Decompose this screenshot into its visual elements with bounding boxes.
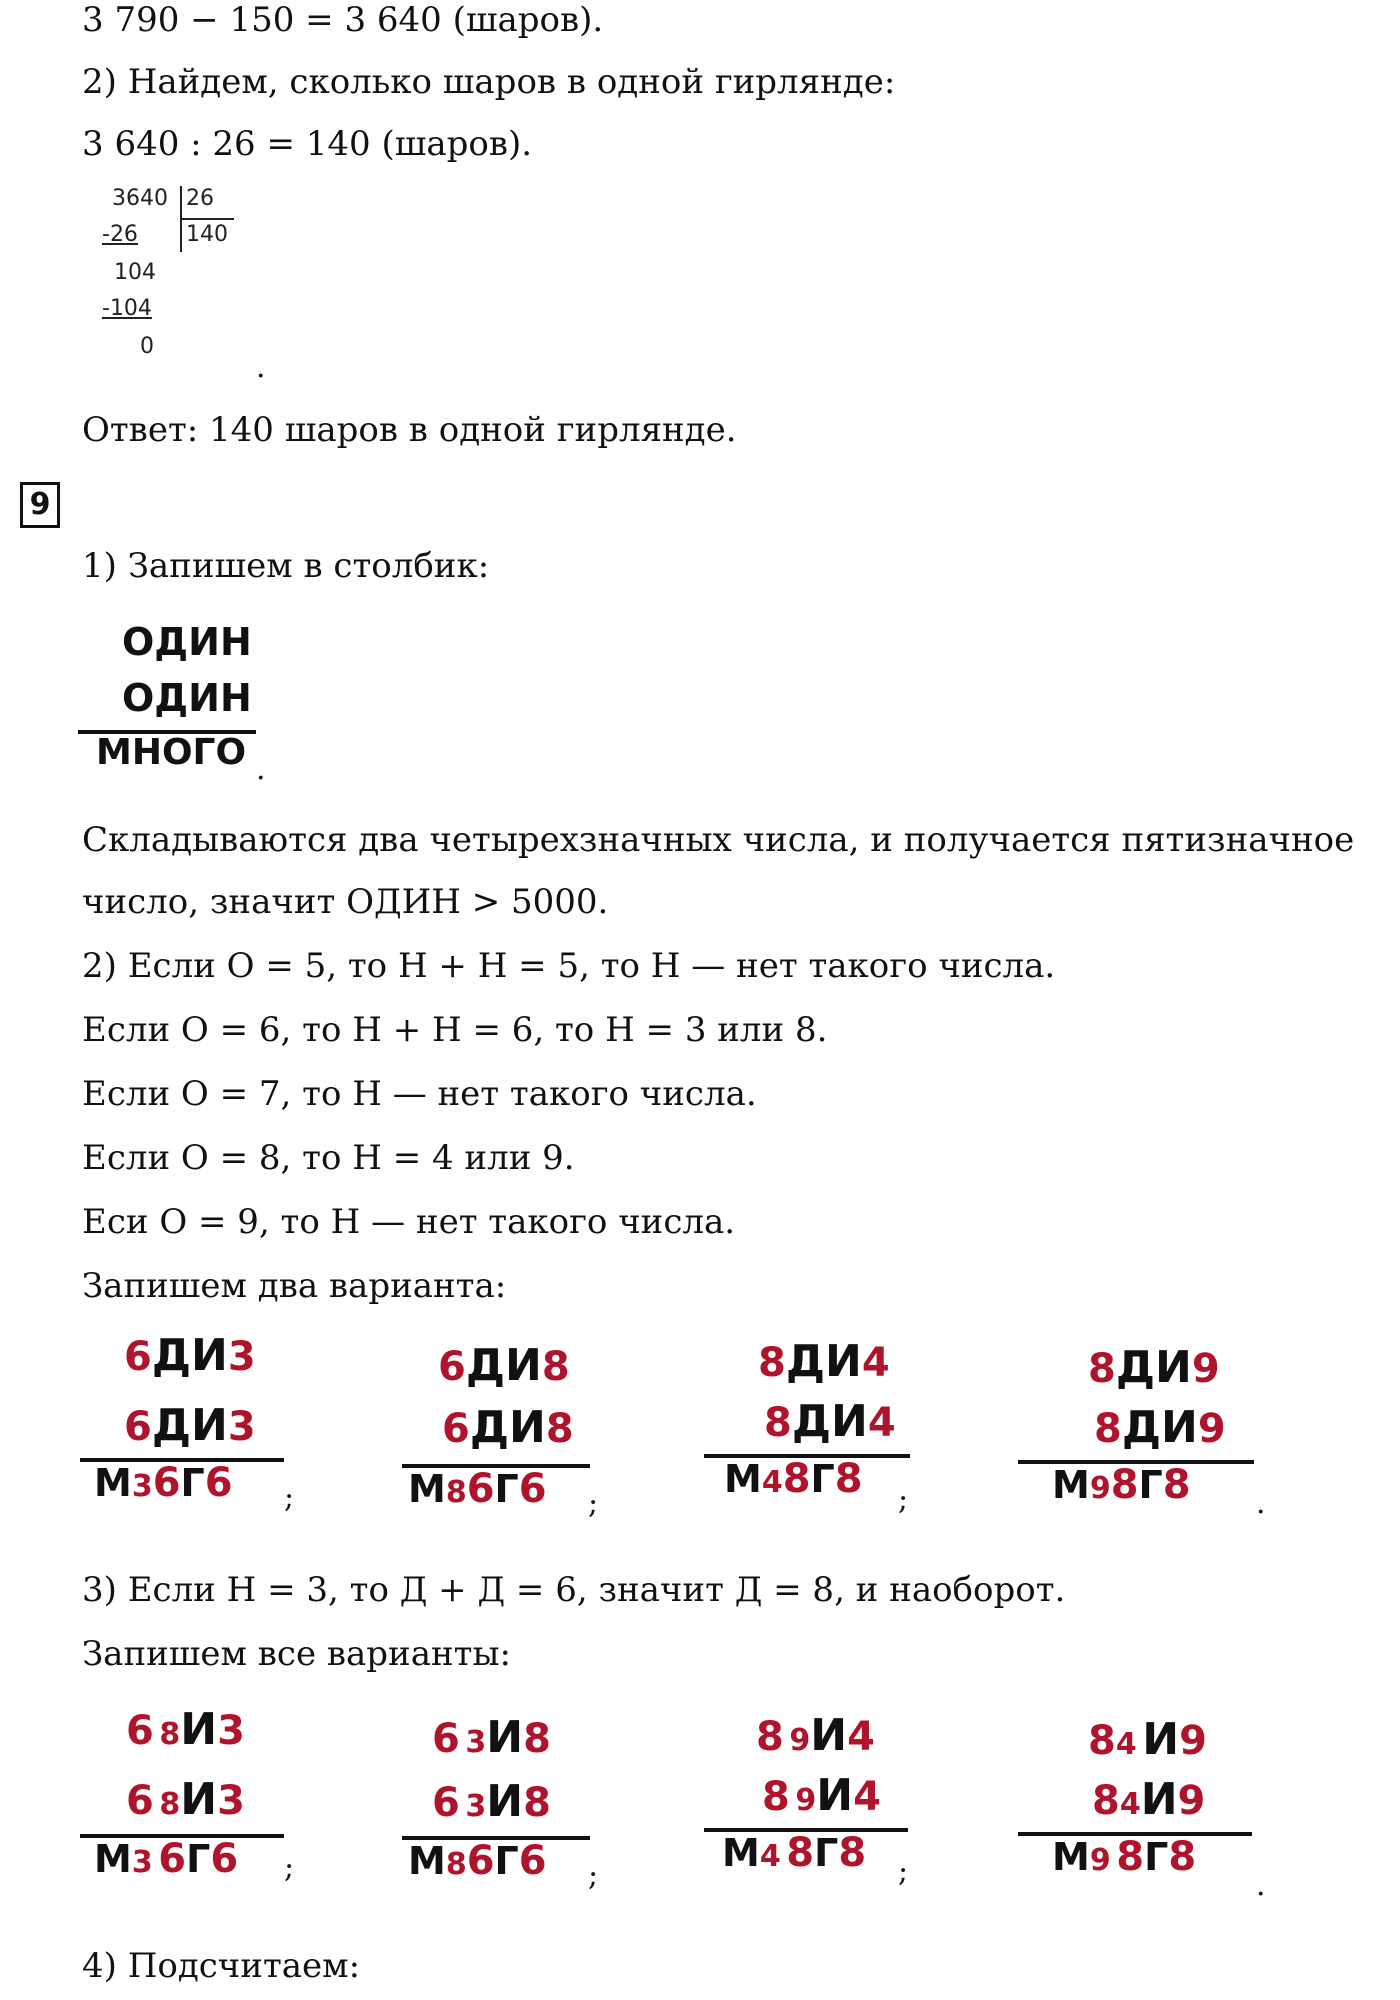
digit-o: 8 — [1116, 1834, 1145, 1880]
summand-bottom: ОДИН — [122, 676, 252, 720]
digit-n: 3 — [217, 1708, 245, 1754]
step-heading: 1) Запишем в столбик: — [82, 546, 490, 586]
text-line: Еси О = 9, то Н — нет такого числа. — [82, 1202, 736, 1242]
letter-g: Г — [180, 1461, 205, 1505]
digit-o: 6 — [438, 1344, 466, 1390]
letter-m: М — [722, 1831, 760, 1875]
digit-d: 4 — [1119, 1787, 1141, 1822]
division-horizontal-rule — [182, 218, 234, 220]
letter-i: И — [810, 1710, 848, 1761]
digit-o: 8 — [1094, 1406, 1122, 1452]
digit-o: 8 — [786, 1830, 815, 1876]
task-number-box: 9 — [20, 482, 60, 528]
digit-o: 6 — [204, 1460, 233, 1506]
division-step: -26 — [102, 222, 138, 247]
quotient: 140 — [186, 222, 228, 247]
digit-o: 6 — [124, 1404, 152, 1450]
digit-n: 4 — [861, 1340, 890, 1386]
digit-d: 4 — [1115, 1727, 1137, 1762]
digit-d: 8 — [159, 1787, 181, 1822]
letter-g: Г — [814, 1831, 839, 1875]
digit-n: 8 — [545, 1406, 574, 1452]
puzzle-variant — [704, 1336, 924, 1516]
letter-m: М — [94, 1461, 132, 1505]
punctuation: . — [256, 350, 266, 385]
digit-n: 4 — [759, 1839, 781, 1874]
digit-o: 6 — [432, 1716, 460, 1762]
punctuation: ; — [588, 1486, 599, 1521]
equation-line: 3 640 : 26 = 140 (шаров). — [82, 124, 533, 164]
digit-d: 8 — [159, 1717, 181, 1752]
letters: ДИ — [1121, 1402, 1198, 1453]
digit-o: 8 — [762, 1774, 790, 1820]
division-step: -104 — [102, 296, 152, 321]
digit-n: 3 — [227, 1334, 256, 1380]
letter-g: Г — [186, 1837, 211, 1881]
digit-o: 8 — [764, 1400, 792, 1446]
digit-d: 3 — [465, 1725, 487, 1760]
text-line: Складываются два четырехзначных числа, и получается пятизначное — [82, 820, 1355, 860]
letter-m: М — [724, 1457, 762, 1501]
digit-o: 6 — [126, 1778, 154, 1824]
letter-i: И — [180, 1704, 218, 1755]
digit-n: 9 — [1191, 1346, 1220, 1392]
division-step: 104 — [114, 260, 156, 285]
text-line: Запишем все варианты: — [82, 1634, 511, 1674]
digit-o: 6 — [210, 1836, 239, 1882]
step-heading: 2) Найдем, сколько шаров в одной гирлянде: — [82, 62, 896, 102]
digit-o: 8 — [1088, 1346, 1116, 1392]
letter-m: М — [1052, 1835, 1090, 1879]
digit-o: 8 — [1110, 1462, 1139, 1508]
puzzle-variant — [1018, 1714, 1278, 1894]
letter-i: И — [486, 1712, 524, 1763]
punctuation: ; — [898, 1854, 909, 1889]
letter-i: И — [180, 1774, 218, 1825]
letter-g: Г — [494, 1839, 519, 1883]
step-heading: 4) Подсчитаем: — [82, 1946, 361, 1986]
digit-o: 8 — [1092, 1778, 1120, 1824]
letter-m: М — [408, 1467, 446, 1511]
digit-n: 9 — [1089, 1471, 1111, 1506]
digit-n: 8 — [445, 1847, 467, 1882]
sum-result: МНОГО — [96, 732, 247, 773]
letter-g: Г — [494, 1467, 519, 1511]
digit-o: 8 — [838, 1830, 867, 1876]
letter-i: И — [486, 1776, 524, 1827]
digit-n: 3 — [227, 1404, 256, 1450]
text-line: число, значит ОДИН > 5000. — [82, 882, 609, 922]
column-sum — [78, 620, 278, 773]
text-line: Если О = 6, то Н + Н = 6, то Н = 3 или 8. — [82, 1010, 828, 1050]
digit-o: 6 — [124, 1334, 152, 1380]
punctuation: . — [1256, 1868, 1266, 1903]
letters: ДИ — [1115, 1342, 1192, 1393]
digit-d: 9 — [789, 1723, 811, 1758]
digit-d: 9 — [795, 1783, 817, 1818]
digit-n: 9 — [1179, 1718, 1207, 1764]
digit-n: 4 — [853, 1774, 881, 1820]
digit-o: 6 — [466, 1466, 495, 1512]
text-line: Если О = 7, то Н — нет такого числа. — [82, 1074, 757, 1114]
digit-o: 6 — [126, 1708, 154, 1754]
digit-n: 3 — [131, 1845, 153, 1880]
letters: ДИ — [785, 1336, 862, 1387]
puzzle-variant — [80, 1704, 300, 1884]
digit-o: 8 — [834, 1456, 863, 1502]
digit-n: 8 — [523, 1716, 551, 1762]
text-line: Если О = 8, то Н = 4 или 9. — [82, 1138, 575, 1178]
digit-d: 3 — [465, 1789, 487, 1824]
punctuation: ; — [898, 1482, 909, 1517]
digit-o: 6 — [466, 1838, 495, 1884]
digit-n: 8 — [445, 1475, 467, 1510]
text-line: Запишем два варианта: — [82, 1266, 507, 1306]
digit-n: 8 — [523, 1780, 551, 1826]
letter-g: Г — [1138, 1463, 1163, 1507]
digit-n: 4 — [761, 1465, 783, 1500]
digit-n: 8 — [541, 1344, 570, 1390]
answer-line: Ответ: 140 шаров в одной гирлянде. — [82, 410, 737, 450]
long-division — [100, 182, 260, 362]
division-remainder: 0 — [140, 334, 154, 359]
digit-n: 4 — [847, 1714, 875, 1760]
digit-o: 6 — [432, 1780, 460, 1826]
digit-o: 8 — [1088, 1718, 1116, 1764]
digit-o: 8 — [756, 1714, 784, 1760]
letters: ДИ — [151, 1330, 228, 1381]
letter-g: Г — [810, 1457, 835, 1501]
puzzle-variant — [80, 1330, 300, 1510]
letter-m: М — [408, 1839, 446, 1883]
digit-o: 6 — [518, 1466, 547, 1512]
punctuation: ; — [588, 1858, 599, 1893]
letter-g: Г — [1144, 1835, 1169, 1879]
punctuation: ; — [284, 1850, 295, 1885]
punctuation: ; — [284, 1480, 295, 1515]
punctuation: . — [1256, 1486, 1266, 1521]
digit-n: 3 — [131, 1469, 153, 1504]
letter-i: И — [1142, 1714, 1180, 1765]
digit-o: 6 — [518, 1838, 547, 1884]
letters: ДИ — [469, 1402, 546, 1453]
digit-o: 8 — [1162, 1462, 1191, 1508]
text-line: 3) Если Н = 3, то Д + Д = 6, значит Д = 8, и наоборот. — [82, 1570, 1066, 1610]
puzzle-variant — [1018, 1342, 1278, 1522]
text-line: 2) Если О = 5, то Н + Н = 5, то Н — нет такого числа. — [82, 946, 1056, 986]
digit-o: 6 — [158, 1836, 187, 1882]
letter-m: М — [1052, 1463, 1090, 1507]
letter-i: И — [816, 1770, 854, 1821]
summand-top: ОДИН — [122, 620, 252, 664]
digit-o: 6 — [442, 1406, 470, 1452]
letters: ДИ — [465, 1340, 542, 1391]
digit-n: 3 — [217, 1778, 245, 1824]
letter-m: М — [94, 1837, 132, 1881]
dividend: 3640 — [112, 186, 168, 211]
digit-n: 9 — [1197, 1406, 1226, 1452]
letters: ДИ — [791, 1396, 868, 1447]
digit-o: 6 — [152, 1460, 181, 1506]
equation-line: 3 790 − 150 = 3 640 (шаров). — [82, 0, 604, 40]
digit-o: 8 — [1168, 1834, 1197, 1880]
punctuation: . — [256, 752, 266, 787]
puzzle-variant — [704, 1710, 924, 1890]
letter-i: И — [1140, 1774, 1178, 1825]
digit-o: 8 — [782, 1456, 811, 1502]
digit-n: 9 — [1177, 1778, 1206, 1824]
digit-n: 4 — [867, 1400, 896, 1446]
letters: ДИ — [151, 1400, 228, 1451]
digit-n: 9 — [1089, 1843, 1111, 1878]
divisor: 26 — [186, 186, 214, 211]
digit-o: 8 — [758, 1340, 786, 1386]
